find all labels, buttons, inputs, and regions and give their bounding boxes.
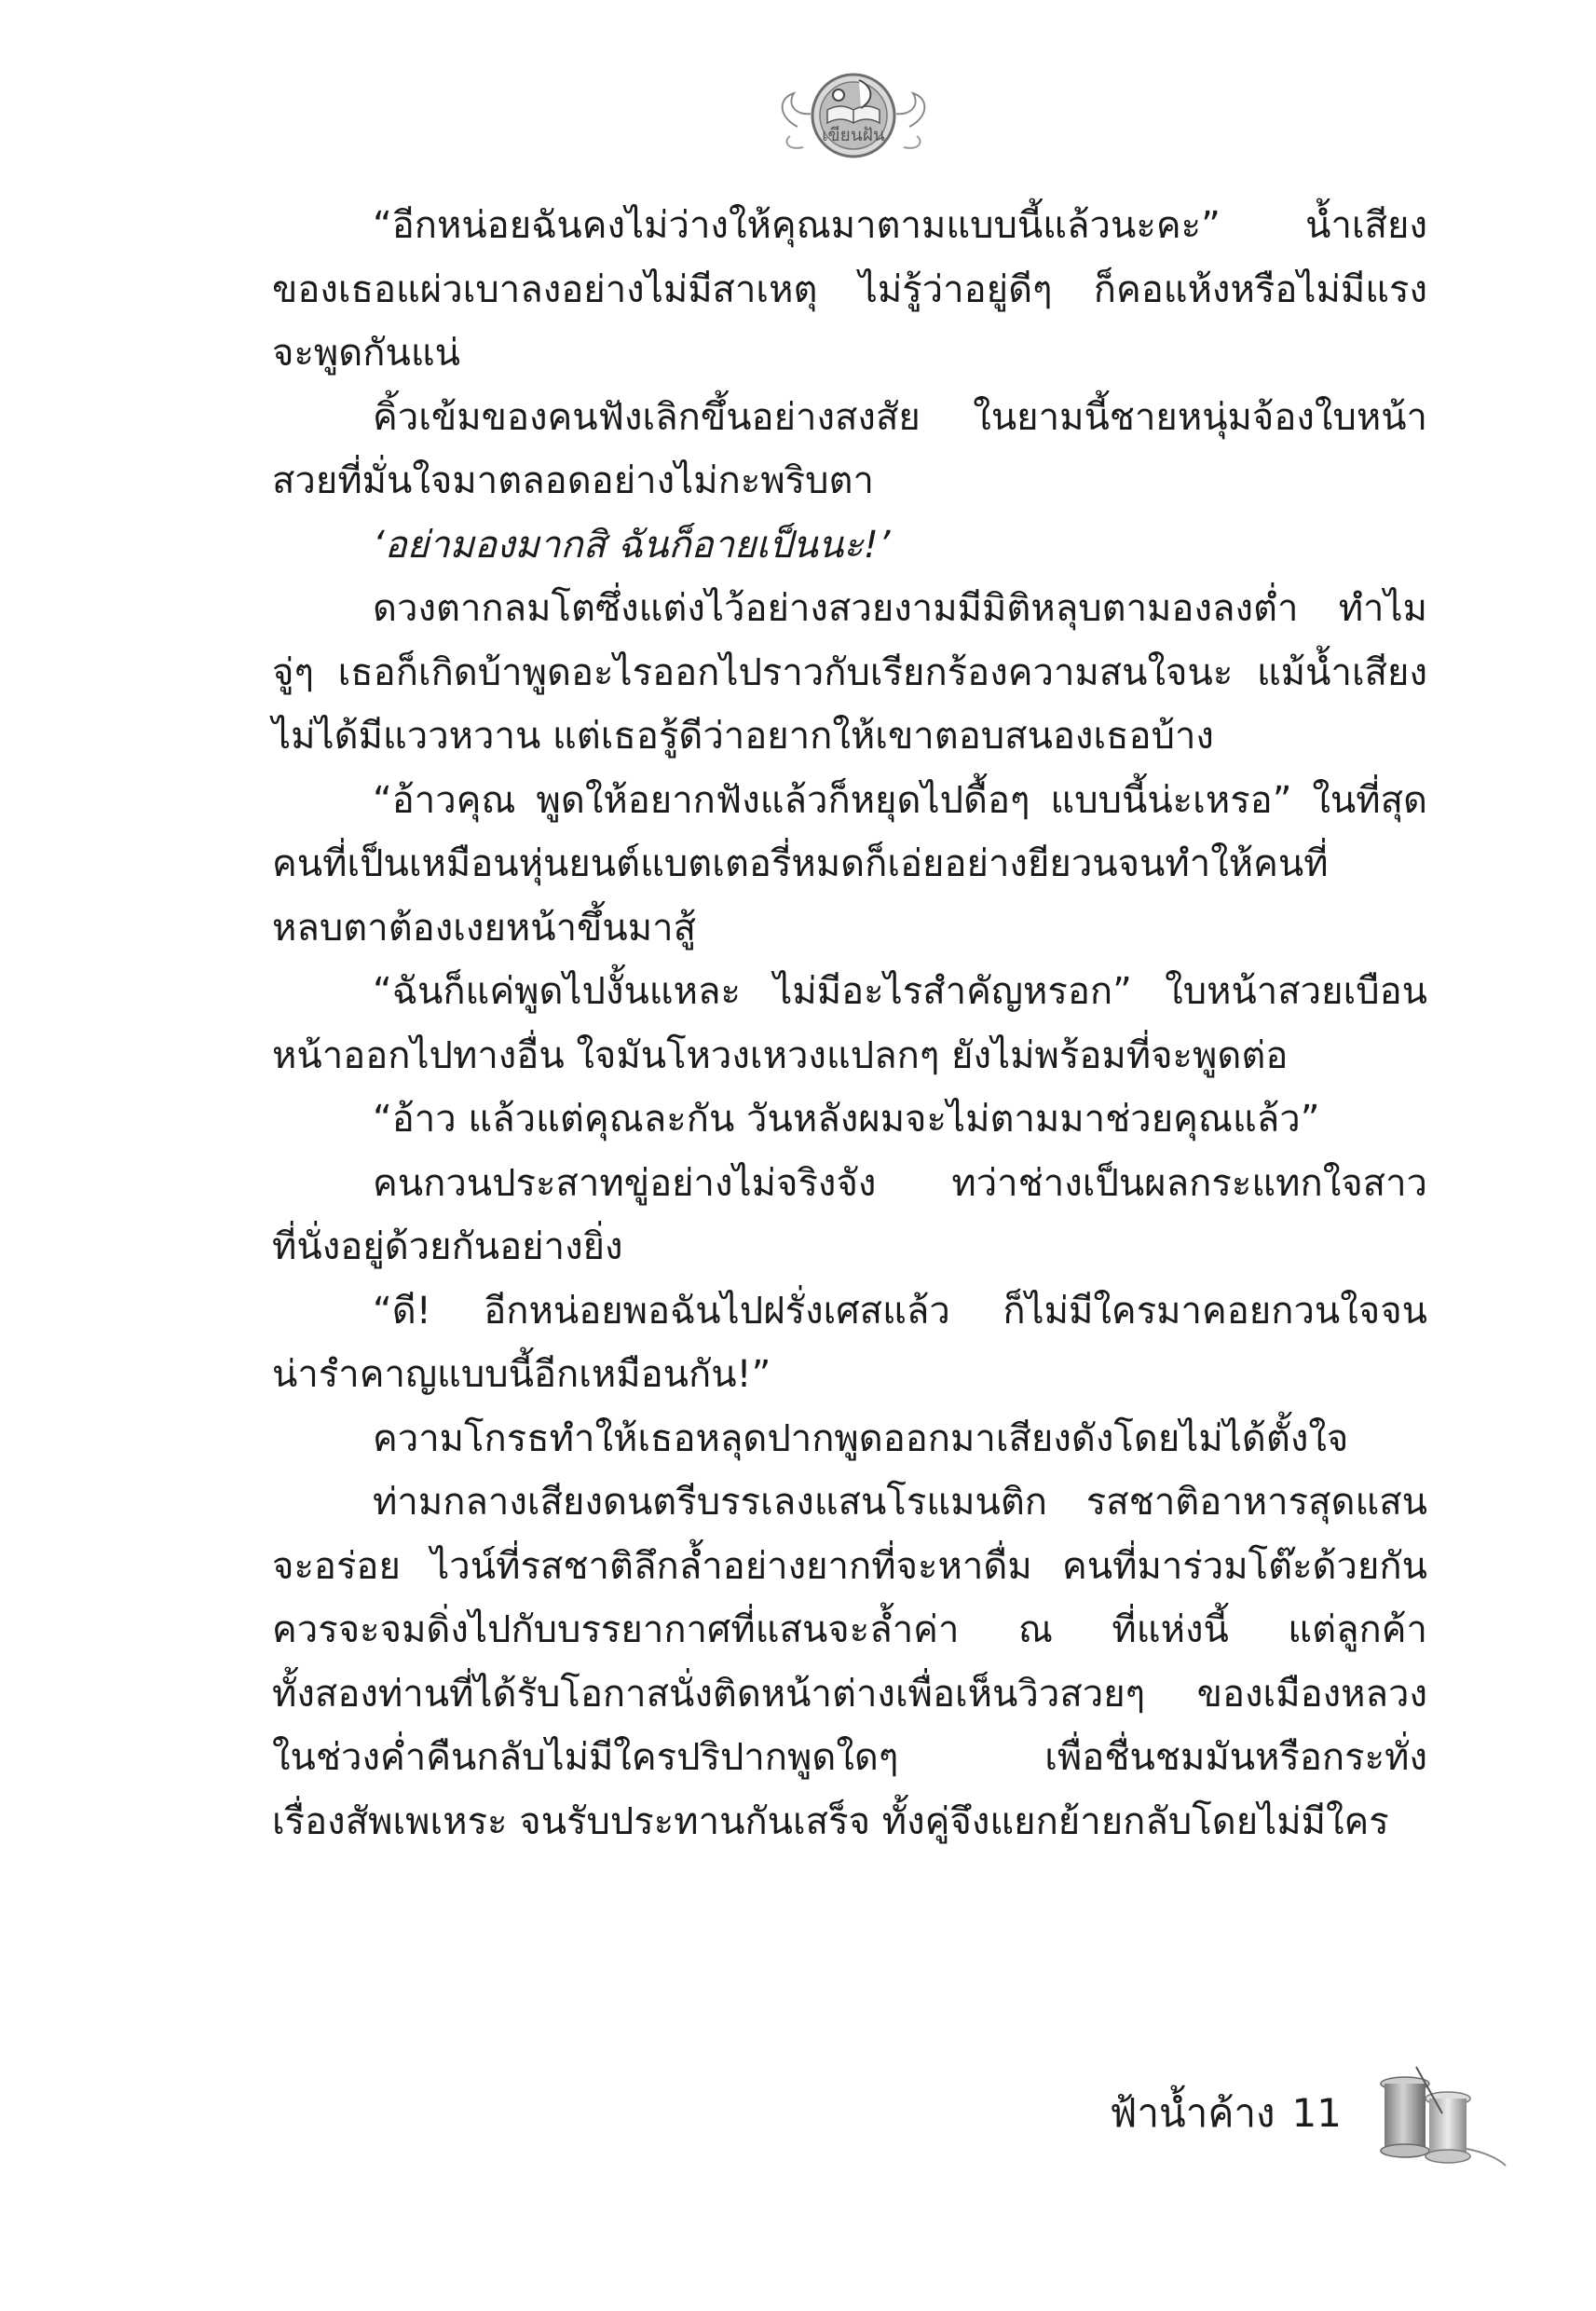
text-line: คิ้วเข้มของคนฟังเลิกขึ้นอย่างสงสัย ในยามนี้ชายหนุ่มจ้องใบหน้า [373,395,1427,439]
text-line: “อ้าวคุณ พูดให้อยากฟังแล้วก็หยุดไปดื้อๆ แบบนี้น่ะเหรอ” ในที่สุด [373,778,1427,822]
text-line: ควรจะจมดิ่งไปกับบรรยากาศที่แสนจะล้ำค่า ณ ที่แห่งนี้ แต่ลูกค้า [272,1608,1427,1651]
page-number: 11 [1291,2090,1342,2136]
text-line: จะอร่อย ไวน์ที่รสชาติลึกล้ำอย่างยากที่จะหาดื่ม คนที่มาร่วมโต๊ะด้วยกัน [272,1544,1427,1588]
text-line: น่ารำคาญแบบนี้อีกเหมือนกัน!” [272,1353,771,1396]
ornamental-crest-icon [770,62,937,173]
text-line: ของเธอแผ่วเบาลงอย่างไม่มีสาเหตุ ไม่รู้ว่าอยู่ดีๆ ก็คอแห้งหรือไม่มีแรง [272,267,1427,311]
thread-spools-icon [1351,2059,1509,2171]
page-footer [1081,2085,1342,2141]
text-line: สวยที่มั่นใจมาตลอดอย่างไม่กะพริบตา [272,459,874,502]
text-line: ทั้งสองท่านที่ได้รับโอกาสนั่งติดหน้าต่างเพื่อเห็นวิวสวยๆ ของเมืองหลวง [272,1672,1427,1716]
text-line: เรื่องสัพเพเหระ จนรับประทานกันเสร็จ ทั้งคู่จึงแยกย้ายกลับโดยไม่มีใคร [272,1799,1389,1843]
book-title: ฟ้าน้ำค้าง [1109,2090,1275,2136]
text-line: “อ้าว แล้วแต่คุณละกัน วันหลังผมจะไม่ตามมาช่วยคุณแล้ว” [373,1098,1320,1141]
text-line: “อีกหน่อยฉันคงไม่ว่างให้คุณมาตามแบบนี้แล้วนะคะ” น้ำเสียง [373,204,1427,247]
text-line: ในช่วงค่ำคืนกลับไม่มีใครปริปากพูดใดๆ เพื่อชื่นชมมันหรือกระทั่ง [272,1736,1427,1779]
text-line: “ฉันก็แค่พูดไปงั้นแหละ ไม่มีอะไรสำคัญหรอก” ใบหน้าสวยเบือน [373,970,1427,1013]
text-line: ‘อย่ามองมากสิ ฉันก็อายเป็นนะ!’ [373,523,891,567]
text-line: ดวงตากลมโตซึ่งแต่งไว้อย่างสวยงามมีมิติหลุบตามองลงต่ำ ทำไม [373,587,1427,630]
text-line: ที่นั่งอยู่ด้วยกันอย่างยิ่ง [272,1225,623,1268]
publisher-logo [770,62,937,173]
text-line: หน้าออกไปทางอื่น ใจมันโหวงเหวงแปลกๆ ยังไม่พร้อมที่จะพูดต่อ [272,1033,1289,1077]
text-line: “ดี! อีกหน่อยพอฉันไปฝรั่งเศสแล้ว ก็ไม่มีใครมาคอยกวนใจจน [373,1289,1427,1333]
story-body-text [272,194,1427,1853]
text-line: ความโกรธทำให้เธอหลุดปากพูดออกมาเสียงดังโดยไม่ได้ตั้งใจ [373,1416,1349,1460]
text-line: หลบตาต้องเงยหน้าขึ้นมาสู้ [272,906,696,950]
text-line: จะพูดกันแน่ [272,332,460,375]
text-line: ไม่ได้มีแววหวาน แต่เธอรู้ดีว่าอยากให้เขาตอบสนองเธอบ้าง [272,715,1214,758]
text-line: คนกวนประสาทขู่อย่างไม่จริงจัง ทว่าช่างเป็นผลกระแทกใจสาว [373,1161,1427,1205]
text-line: จู่ๆ เธอก็เกิดบ้าพูดอะไรออกไปราวกับเรียกร้องความสนใจนะ แม้น้ำเสียง [272,650,1427,694]
text-line: คนที่เป็นเหมือนหุ่นยนต์แบตเตอรี่หมดก็เอ่ยอย่างยียวนจนทำให้คนที่ [272,842,1329,885]
text-line: ท่ามกลางเสียงดนตรีบรรเลงแสนโรแมนติก รสชาติอาหารสุดแสน [373,1481,1427,1524]
publisher-logo-text: เขียนฝัน [822,125,885,145]
